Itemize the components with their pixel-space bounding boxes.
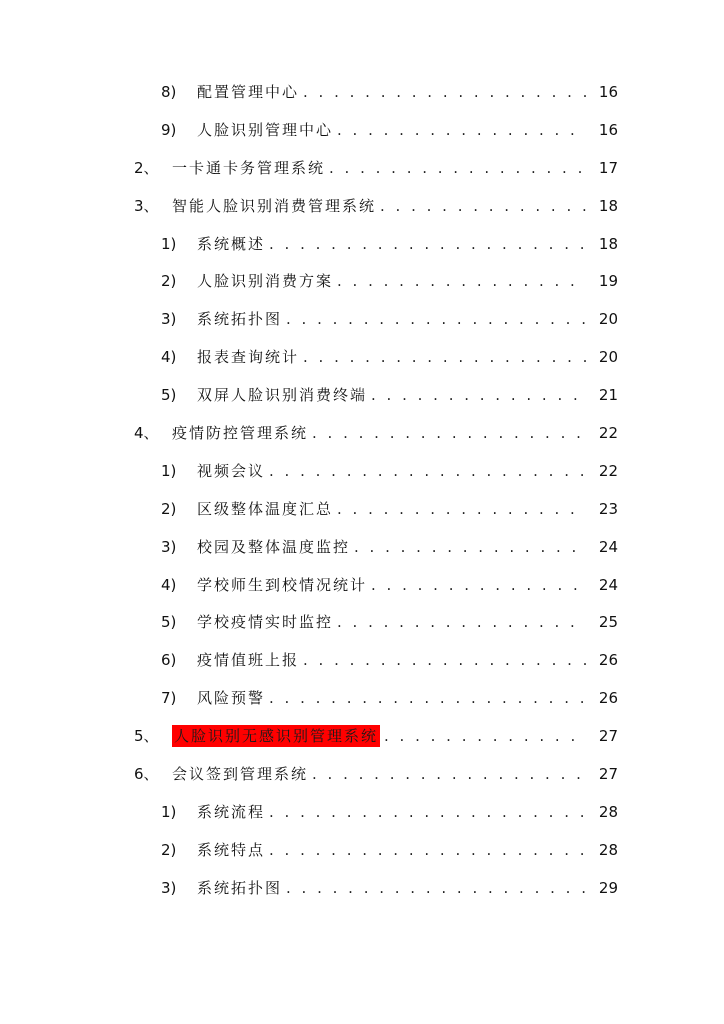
toc-entry-number: 6): [161, 651, 177, 670]
toc-entry-title: 报表查询统计: [197, 348, 300, 367]
toc-entry-title-highlighted: 人脸识别无感识别管理系统: [174, 727, 379, 746]
toc-entry-title: 疫情值班上报: [197, 651, 300, 670]
toc-section-entry[interactable]: [0, 301, 724, 339]
toc-entry-page-number: 16: [598, 83, 618, 101]
toc-entry-page-number: 20: [598, 310, 618, 329]
toc-entry-number: 3): [161, 878, 177, 897]
toc-entry-title: 学校疫情实时监控: [197, 613, 334, 632]
toc-entry-title: 系统概述: [197, 234, 266, 253]
toc-entry-number: 5): [161, 386, 177, 405]
toc-section-entry[interactable]: [0, 832, 724, 870]
toc-section-entry[interactable]: [0, 226, 724, 264]
toc-section-entry[interactable]: [0, 567, 724, 605]
toc-entry-number: 2): [161, 272, 177, 291]
toc-entry-leader: [197, 604, 586, 642]
toc-entry-page-number: 28: [598, 802, 618, 821]
toc-entry-title: 系统拓扑图: [197, 310, 283, 329]
toc-entry-page-number: 21: [598, 386, 618, 405]
toc-entry-title: 人脸识别管理中心: [197, 120, 334, 139]
toc-dot-leader: [269, 832, 586, 870]
toc-entry-page-number: 26: [598, 689, 618, 708]
toc-dot-leader: [337, 604, 586, 642]
toc-entry-title: 视频会议: [197, 461, 266, 480]
toc-entry-leader: [197, 870, 586, 908]
toc-entry-leader: [197, 832, 586, 870]
toc-entry-page-number: 28: [598, 840, 618, 859]
toc-dot-leader: [371, 567, 586, 605]
toc-entry-title: 系统流程: [197, 802, 266, 821]
toc-dot-leader: [269, 680, 586, 718]
toc-entry-number: 4、: [134, 424, 159, 443]
toc-dot-leader: [303, 339, 586, 377]
toc-dot-leader: [269, 794, 586, 832]
toc-dot-leader: [337, 491, 586, 529]
toc-dot-leader: [312, 756, 586, 794]
toc-dot-leader: [329, 150, 586, 188]
toc-entry-title: 风险预警: [197, 689, 266, 708]
toc-section-entry[interactable]: [0, 870, 724, 908]
toc-section-entry[interactable]: [0, 453, 724, 491]
toc-entry-title: 会议签到管理系统: [172, 765, 309, 784]
toc-entry-number: 6、: [134, 765, 159, 784]
toc-entry-leader: [197, 491, 586, 529]
toc-entry-title: 智能人脸识别消费管理系统: [172, 196, 377, 215]
toc-entry-number: 3): [161, 310, 177, 329]
toc-entry-page-number: 24: [598, 537, 618, 556]
toc-entry-leader: [197, 529, 586, 567]
toc-entry-leader: [197, 680, 586, 718]
toc-entry-title: 人脸识别消费方案: [197, 272, 334, 291]
toc-entry-number: 4): [161, 348, 177, 367]
toc-entry-leader: [172, 415, 586, 453]
toc-dot-leader: [354, 529, 586, 567]
toc-entry-title: 配置管理中心: [197, 83, 300, 101]
toc-dot-leader: [269, 453, 586, 491]
toc-entry-number: 2、: [134, 158, 159, 177]
toc-entry-leader: [197, 642, 586, 680]
toc-entry-page-number: 18: [598, 234, 618, 253]
toc-section-entry[interactable]: [0, 112, 724, 150]
toc-entry-leader: [172, 188, 586, 226]
toc-section-entry[interactable]: [0, 604, 724, 642]
toc-dot-leader: [337, 263, 586, 301]
toc-entry-page-number: 29: [598, 878, 618, 897]
toc-entry-title: 学校师生到校情况统计: [197, 575, 368, 594]
toc-section-entry[interactable]: [0, 74, 724, 112]
toc-dot-leader: [312, 415, 586, 453]
toc-entry-leader: [197, 74, 586, 112]
toc-entry-page-number: 27: [598, 765, 618, 784]
toc-entry-page-number: 22: [598, 424, 618, 443]
toc-entry-title: 双屏人脸识别消费终端: [197, 386, 368, 405]
toc-section-entry[interactable]: [0, 339, 724, 377]
toc-entry-page-number: 19: [598, 272, 618, 291]
toc-entry-title: 校园及整体温度监控: [197, 537, 351, 556]
toc-entry-number: 4): [161, 575, 177, 594]
toc-entry-number: 2): [161, 840, 177, 859]
toc-entry-page-number: 17: [598, 158, 618, 177]
toc-entry-leader: [197, 377, 586, 415]
toc-entry-page-number: 20: [598, 348, 618, 367]
toc-entry-number: 9): [161, 120, 177, 139]
toc-entry-number: 7): [161, 689, 177, 708]
toc-entry-number: 5、: [134, 727, 159, 746]
toc-dot-leader: [303, 642, 586, 680]
toc-entry-leader: [172, 150, 586, 188]
toc-dot-leader: [303, 74, 586, 112]
toc-entry-title: 疫情防控管理系统: [172, 424, 309, 443]
toc-entry-title: 系统特点: [197, 840, 266, 859]
toc-entry-leader: [197, 794, 586, 832]
toc-chapter-entry[interactable]: [0, 718, 724, 756]
toc-entry-page-number: 26: [598, 651, 618, 670]
toc-entry-page-number: 23: [598, 499, 618, 518]
toc-entry-leader: [172, 756, 586, 794]
toc-section-entry[interactable]: [0, 377, 724, 415]
toc-entry-leader: [172, 718, 586, 756]
toc-entry-page-number: 22: [598, 461, 618, 480]
toc-dot-leader: [286, 870, 586, 908]
toc-entry-number: 1): [161, 802, 177, 821]
toc-entry-number: 3): [161, 537, 177, 556]
toc-entry-leader: [197, 226, 586, 264]
toc-section-entry[interactable]: [0, 491, 724, 529]
toc-dot-leader: [371, 377, 586, 415]
toc-entry-number: 1): [161, 461, 177, 480]
toc-entry-leader: [197, 453, 586, 491]
toc-entry-leader: [197, 263, 586, 301]
toc-dot-leader: [337, 112, 586, 150]
toc-entry-number: 2): [161, 499, 177, 518]
toc-chapter-entry[interactable]: [0, 756, 724, 794]
toc-entry-number: 1): [161, 234, 177, 253]
toc-section-entry[interactable]: [0, 642, 724, 680]
toc-entry-page-number: 16: [598, 120, 618, 139]
toc-section-entry[interactable]: [0, 794, 724, 832]
toc-entry-page-number: 25: [598, 613, 618, 632]
toc-entry-number: 5): [161, 613, 177, 632]
toc-entry-leader: [197, 301, 586, 339]
toc-entry-number: 8): [161, 83, 177, 101]
toc-dot-leader: [269, 226, 586, 264]
toc-dot-leader: [380, 188, 586, 226]
toc-entry-page-number: 18: [598, 196, 618, 215]
toc-entry-leader: [197, 567, 586, 605]
toc-dot-leader: [384, 718, 586, 756]
toc-section-entry[interactable]: [0, 263, 724, 301]
toc-entry-title: 系统拓扑图: [197, 878, 283, 897]
toc-section-entry[interactable]: [0, 529, 724, 567]
toc-entry-number: 3、: [134, 196, 159, 215]
table-of-contents: [0, 74, 724, 908]
toc-section-entry[interactable]: [0, 680, 724, 718]
toc-chapter-entry[interactable]: [0, 150, 724, 188]
toc-chapter-entry[interactable]: [0, 188, 724, 226]
toc-entry-title: 区级整体温度汇总: [197, 499, 334, 518]
toc-chapter-entry[interactable]: [0, 415, 724, 453]
toc-dot-leader: [286, 301, 586, 339]
toc-entry-title: 一卡通卡务管理系统: [172, 158, 326, 177]
toc-entry-page-number: 24: [598, 575, 618, 594]
toc-entry-page-number: 27: [598, 727, 618, 746]
toc-entry-leader: [197, 339, 586, 377]
toc-entry-leader: [197, 112, 586, 150]
